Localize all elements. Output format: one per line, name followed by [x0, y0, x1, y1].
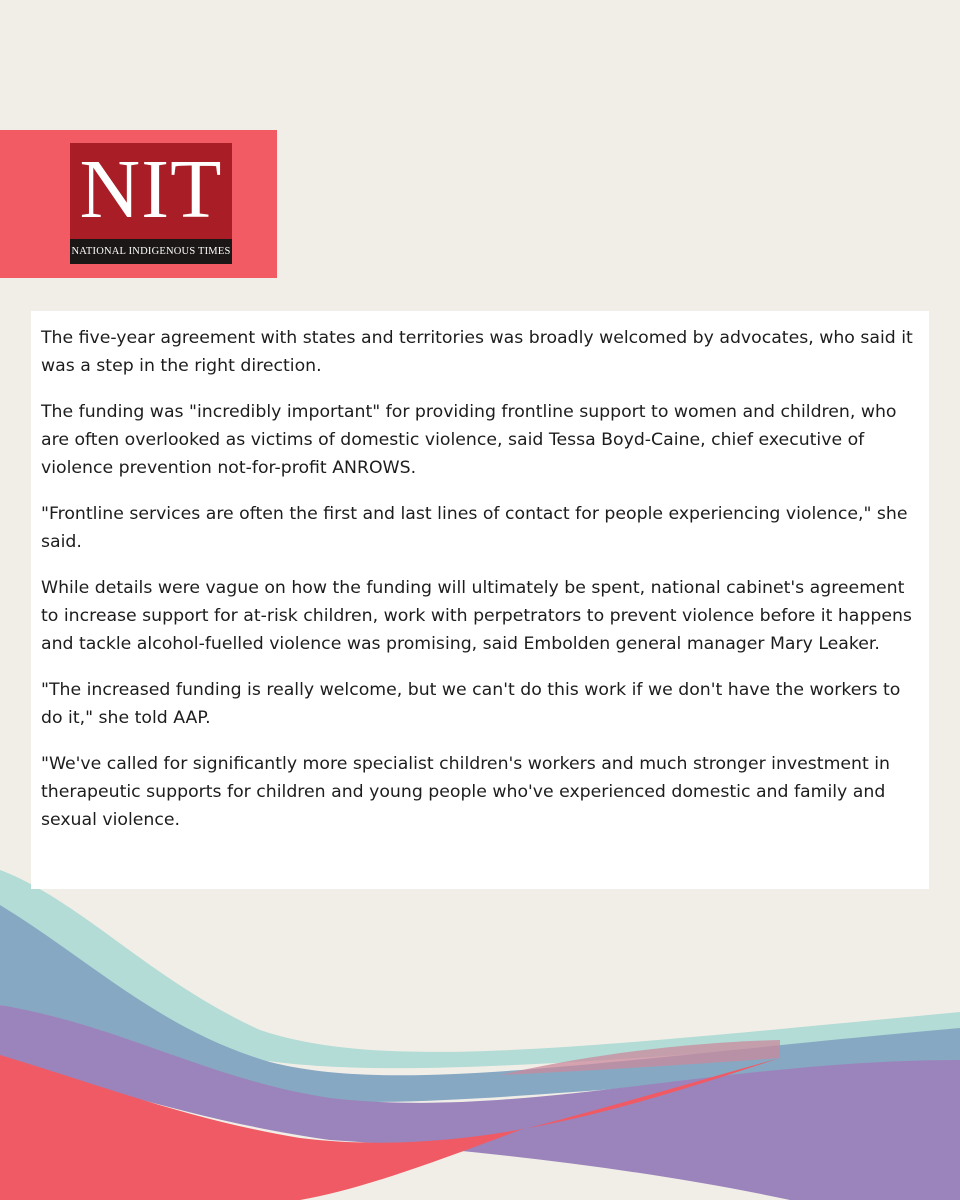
- article-paragraph: "The increased funding is really welcome, but we can't do this work if we don't have the workers to do it," she told AAP.: [41, 680, 901, 728]
- nit-logo: [70, 143, 232, 264]
- article-paragraph: The five-year agreement with states and territories was broadly welcomed by advocates, who said it was a step in the right direction.: [41, 328, 913, 376]
- article-paragraph: The funding was "incredibly important" for providing frontline support to women and children, who are often overlooked as victims of domestic violence, said Tessa Boyd-Caine, chief executive of violence prevention not-for-profit ANROWS.: [41, 402, 897, 478]
- article-paragraph: While details were vague on how the funding will ultimately be spent, national cabinet's agreement to increase support for at-risk children, work with perpetrators to prevent violence before it happens and tackle alcohol-fuelled violence was promising, said Embolden general manager Mary Leaker.: [41, 578, 912, 654]
- logo-letters: NIT: [79, 143, 223, 236]
- article-card: [31, 311, 929, 889]
- article-paragraph: "We've called for significantly more specialist children's workers and much stronger investment in therapeutic supports for children and young people who've experienced domestic and family and sexual violence.: [41, 754, 891, 830]
- article-paragraph: "Frontline services are often the first and last lines of contact for people experiencing violence," she said.: [41, 504, 908, 552]
- logo-subtitle: NATIONAL INDIGENOUS TIMES: [70, 239, 232, 264]
